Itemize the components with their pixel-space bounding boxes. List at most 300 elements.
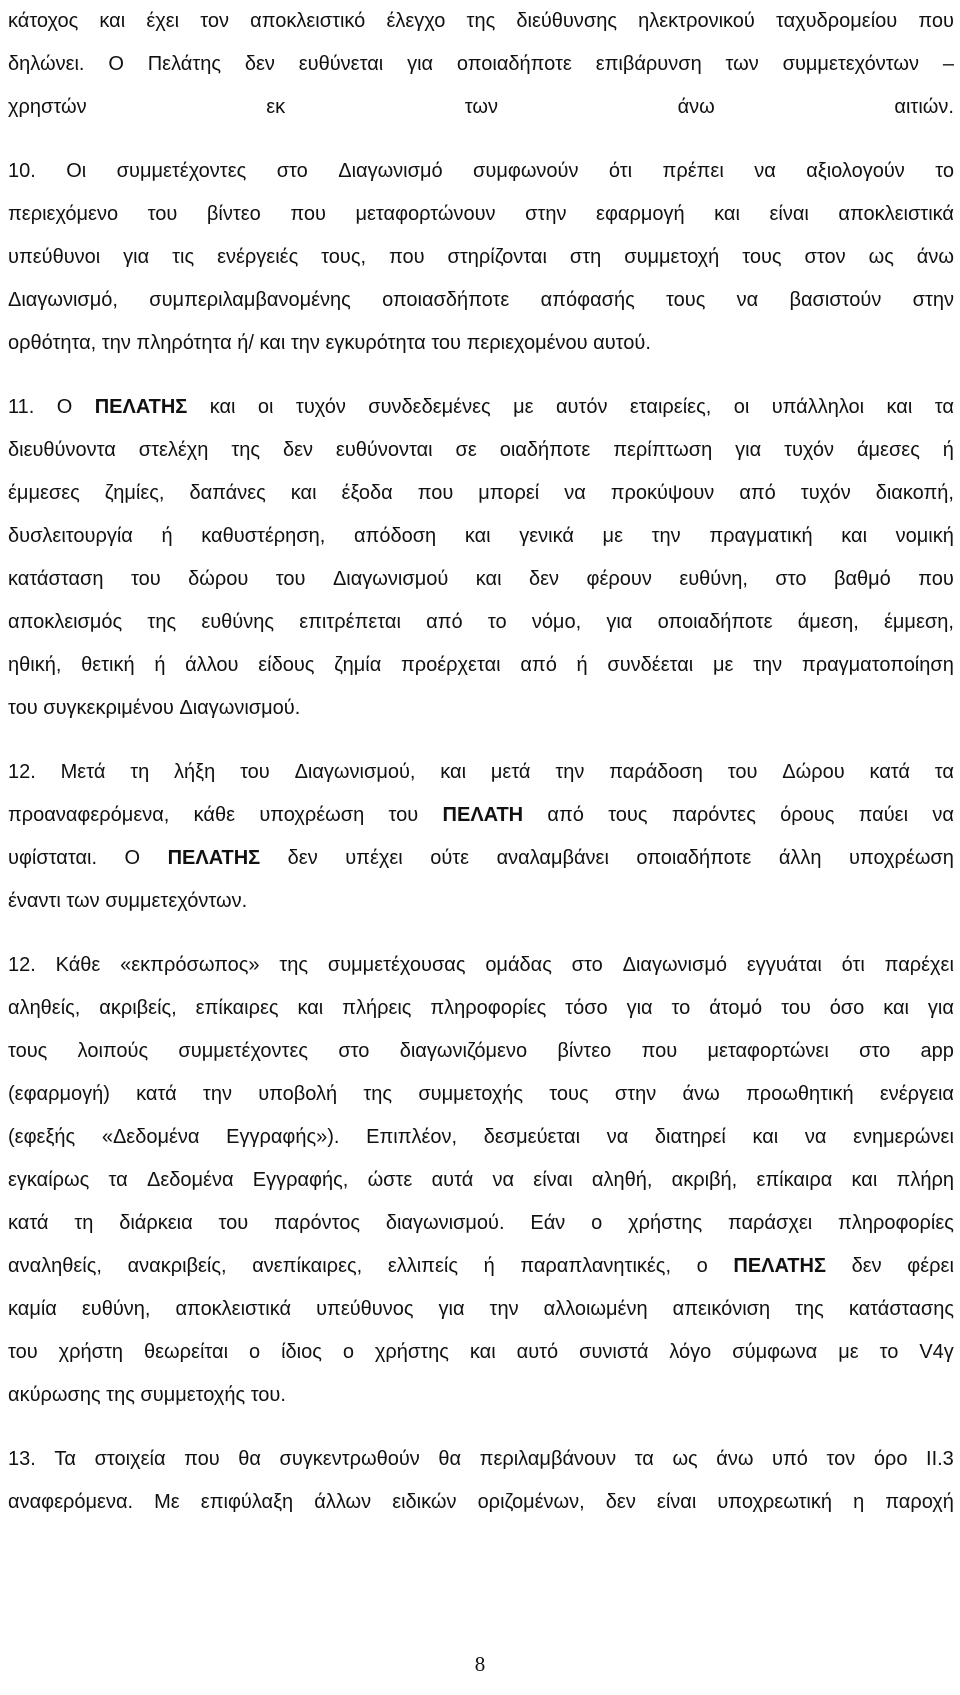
word: άμεση,	[797, 611, 859, 633]
word: στην	[912, 289, 954, 311]
word: από	[520, 654, 557, 676]
word: του	[275, 568, 306, 590]
word: με	[712, 654, 734, 676]
text-line	[8, 279, 954, 322]
text-line	[8, 751, 954, 794]
word: ότι	[608, 160, 633, 182]
text-line	[8, 1116, 954, 1159]
word: να	[736, 289, 759, 311]
word: καμία	[8, 1298, 57, 1320]
word: αποκλειστικά	[838, 203, 954, 225]
word: ο	[342, 1341, 354, 1363]
word: δεν	[287, 847, 318, 869]
word: άμεσες	[856, 439, 920, 461]
word: της	[466, 10, 496, 32]
word: συνιστά	[579, 1341, 649, 1363]
text-line	[8, 429, 954, 472]
word: οιαδήποτε	[499, 439, 591, 461]
word: πληροφορίες	[430, 997, 547, 1019]
word: ο	[248, 1341, 261, 1363]
word: διακοπή,	[875, 482, 954, 504]
word: ηθική,	[8, 654, 62, 676]
text-line	[8, 150, 954, 193]
word: είδους	[258, 654, 315, 676]
word: εγγυάται	[746, 954, 822, 976]
word: του	[130, 568, 161, 590]
word: αυτού.	[593, 332, 651, 354]
word: ενέργειές	[217, 246, 299, 268]
word: προαναφερόμενα,	[8, 804, 170, 826]
word: για	[606, 611, 633, 633]
word: και	[886, 396, 913, 418]
text-line	[8, 1481, 954, 1524]
word: αιτιών.	[894, 96, 954, 118]
word: ακριβείς,	[99, 997, 177, 1019]
word: ακριβή,	[671, 1169, 738, 1191]
word: Διαγωνισμού	[332, 568, 449, 590]
word: απεικόνιση	[672, 1298, 771, 1320]
word: αυτά	[431, 1169, 474, 1191]
word: ή/	[237, 332, 254, 354]
word: «εκπρόσωπος»	[120, 954, 260, 976]
word: ειδικών	[392, 1491, 457, 1513]
word: του	[781, 997, 811, 1019]
word: που	[184, 1448, 220, 1470]
word: 12.	[8, 954, 36, 976]
text-line	[8, 1159, 954, 1202]
word: να	[606, 1126, 629, 1148]
word: της	[279, 954, 309, 976]
word: την	[290, 332, 320, 354]
word: ευθύνεται	[298, 53, 384, 75]
word: οι	[733, 396, 750, 418]
text-line	[8, 944, 954, 987]
word: βίντεο	[206, 203, 261, 225]
word: είναι	[656, 1491, 697, 1513]
word: από	[739, 482, 776, 504]
word: του	[8, 697, 38, 719]
word: τα	[634, 1448, 654, 1470]
word: θεωρείται	[144, 1341, 229, 1363]
word: τη	[74, 1212, 94, 1234]
word: διάρκεια	[119, 1212, 193, 1234]
word: συγκεκριμένου	[43, 697, 174, 719]
word: άλλη	[778, 847, 822, 869]
word: ευθύνη,	[679, 568, 748, 590]
text-line	[8, 1438, 954, 1481]
word: Εάν	[530, 1212, 566, 1234]
word: μετά	[490, 761, 531, 783]
word: παρόντος	[274, 1212, 360, 1234]
word: ελλιπείς	[387, 1255, 458, 1277]
word: υποβολή	[258, 1083, 338, 1105]
word: περιεχομένου	[466, 332, 588, 354]
word: για	[438, 1298, 465, 1320]
word: την	[202, 1083, 232, 1105]
word: και	[290, 482, 317, 504]
word: υπάλληλοι	[771, 396, 865, 418]
word: ότι	[841, 954, 865, 976]
text-line	[8, 987, 954, 1030]
word: του	[727, 761, 758, 783]
text-line	[8, 1288, 954, 1331]
word: ως	[672, 1448, 698, 1470]
word: Διαγωνισμό,	[8, 289, 118, 311]
word: μεταφορτώνει	[707, 1040, 829, 1062]
word: μπορεί	[478, 482, 540, 504]
word: Μετά	[60, 761, 106, 783]
word: οποιαδήποτε	[657, 611, 773, 633]
word: ή	[161, 525, 173, 547]
word: εγκυρότητα	[325, 332, 426, 354]
text-line	[8, 43, 954, 86]
word: έμμεσες	[8, 482, 80, 504]
text-line	[8, 601, 954, 644]
word: Διαγωνισμού,	[294, 761, 416, 783]
word: 13.	[8, 1448, 36, 1470]
word: οριζομένων,	[477, 1491, 585, 1513]
word: χρήστη	[58, 1341, 124, 1363]
word: ορθότητα,	[8, 332, 97, 354]
bold-word: ΠΕΛΑΤΗΣ	[94, 396, 188, 418]
word: χρήστης	[628, 1212, 703, 1234]
word: –	[942, 53, 954, 75]
word: να	[564, 482, 586, 504]
word: τους	[666, 289, 706, 311]
word: θετική	[81, 654, 135, 676]
word: ούτε	[430, 847, 470, 869]
text-line	[8, 1331, 954, 1374]
word: και	[883, 997, 909, 1019]
word: παύει	[858, 804, 909, 826]
word: άλλων	[314, 1491, 372, 1513]
word: περίπτωση	[613, 439, 713, 461]
text-line	[8, 644, 954, 687]
word: άτομό	[709, 997, 763, 1019]
word: να	[804, 1126, 827, 1148]
word: περιλαμβάνουν	[479, 1448, 617, 1470]
word: Οι	[66, 160, 87, 182]
word: άνω	[716, 1448, 754, 1470]
word: λήξη	[174, 761, 216, 783]
word: έμμεση,	[883, 611, 954, 633]
word: τυχόν	[784, 439, 835, 461]
word: έχει	[146, 10, 180, 32]
word: άνω	[916, 246, 954, 268]
word: αυτό	[516, 1341, 559, 1363]
word: ευθύνη,	[81, 1298, 151, 1320]
word: εφαρμογή	[596, 203, 685, 225]
word: την	[651, 525, 681, 547]
word: βασιστούν	[789, 289, 882, 311]
word: Ο	[56, 396, 73, 418]
word: ο	[696, 1255, 708, 1277]
word: διατηρεί	[654, 1126, 726, 1148]
word: υποχρεωτική	[717, 1491, 832, 1513]
word: στο	[276, 160, 308, 182]
word: τους	[742, 246, 782, 268]
word: όσο	[829, 997, 865, 1019]
word: των	[725, 53, 759, 75]
word: το	[487, 611, 507, 633]
word: αληθείς,	[8, 997, 81, 1019]
word: στην	[614, 1083, 657, 1105]
word: ή	[576, 654, 588, 676]
word: τα	[934, 396, 954, 418]
word: όρους	[780, 804, 835, 826]
word: τους	[608, 804, 648, 826]
word: (εφεξής	[8, 1126, 76, 1148]
word: της	[106, 1384, 135, 1406]
word: Εγγραφής»).	[226, 1126, 340, 1148]
word: νόμο,	[531, 611, 582, 633]
word: πραγματοποίηση	[801, 654, 954, 676]
word: Πελάτης	[147, 53, 222, 75]
word: υπό	[772, 1448, 808, 1470]
word: λόγο	[669, 1341, 712, 1363]
word: ανεπίκαιρες,	[252, 1255, 363, 1277]
word: ζημία	[334, 654, 382, 676]
word: ίδιος	[281, 1341, 322, 1363]
word: περιεχόμενο	[8, 203, 119, 225]
word: στο	[859, 1040, 891, 1062]
word: δεσμεύεται	[483, 1126, 581, 1148]
word: να	[932, 804, 954, 826]
word: τον	[826, 1448, 856, 1470]
word: τη	[130, 761, 150, 783]
word: πρέπει	[662, 160, 724, 182]
word: οποιασδήποτε	[382, 289, 510, 311]
text-line	[8, 86, 954, 129]
word: συγκεντρωθούν	[279, 1448, 420, 1470]
page-number: 8	[474, 1652, 486, 1676]
word: να	[754, 160, 776, 182]
word: του	[388, 804, 419, 826]
word: δεν	[282, 439, 313, 461]
word: του.	[250, 1384, 286, 1406]
word: που	[388, 246, 425, 268]
word: καθυστέρηση,	[201, 525, 326, 547]
word: δεν	[851, 1255, 882, 1277]
word: οποιαδήποτε	[456, 53, 572, 75]
word: και	[464, 525, 491, 547]
text-line	[8, 322, 954, 365]
word: του	[147, 203, 178, 225]
word: είναι	[769, 203, 809, 225]
word: σύμφωνα	[732, 1341, 818, 1363]
word: το	[879, 1341, 899, 1363]
word: προέρχεται	[400, 654, 501, 676]
word: πλήρεις	[342, 997, 412, 1019]
text-line	[8, 515, 954, 558]
word: συμμετοχής	[140, 1384, 246, 1406]
word: διαγωνιζόμενο	[399, 1040, 528, 1062]
word: συμμετέχουσας	[327, 954, 466, 976]
word: (εφαρμογή)	[8, 1083, 110, 1105]
bold-word: ΠΕΛΑΤΗΣ	[733, 1255, 826, 1277]
word: κατά	[869, 761, 910, 783]
word: Επιπλέον,	[366, 1126, 458, 1148]
word: εγκαίρως	[8, 1169, 90, 1191]
word: τυχόν	[800, 482, 851, 504]
word: ομάδας	[485, 954, 552, 976]
word: στελέχη	[138, 439, 209, 461]
word: που	[641, 1040, 678, 1062]
word: στην	[525, 203, 567, 225]
word: να	[492, 1169, 515, 1191]
word: στο	[571, 954, 603, 976]
word: ενέργεια	[879, 1083, 954, 1105]
word: απόδοση	[353, 525, 437, 547]
word: app	[920, 1040, 954, 1062]
bold-word: ΠΕΛΑΤΗ	[442, 804, 524, 826]
word: για	[626, 997, 653, 1019]
word: επίκαιρες	[195, 997, 279, 1019]
word: αληθή,	[591, 1169, 653, 1191]
text-line	[8, 1030, 954, 1073]
word: συνδεδεμένες	[368, 396, 491, 418]
word: οποιαδήποτε	[636, 847, 752, 869]
word: χρήστης	[374, 1341, 449, 1363]
word: Τα	[54, 1448, 76, 1470]
word: κάθε	[193, 804, 236, 826]
word: τα	[108, 1169, 128, 1191]
word: συμπεριλαμβανομένης	[149, 289, 351, 311]
word: του	[431, 332, 461, 354]
word: αναληθείς,	[8, 1255, 102, 1277]
word: για	[407, 53, 434, 75]
word: θα	[238, 1448, 261, 1470]
word: των	[464, 96, 498, 118]
word: παρόντες	[671, 804, 756, 826]
text-line	[8, 386, 954, 429]
word: V4γ	[919, 1341, 954, 1363]
word: για	[123, 246, 150, 268]
word: σε	[455, 439, 477, 461]
word: δεν	[244, 53, 275, 75]
word: όρο	[873, 1448, 908, 1470]
word: το	[935, 160, 954, 182]
word: φέρουν	[586, 568, 652, 590]
word: Κάθε	[55, 954, 101, 976]
word: διευθύνοντα	[8, 439, 116, 461]
text-line	[8, 1073, 954, 1116]
word: συμμετέχοντες	[116, 160, 247, 182]
word: με	[602, 525, 623, 547]
word: Δεδομένα	[146, 1169, 234, 1191]
word: δυσλειτουργία	[8, 525, 133, 547]
word: έναντι	[8, 890, 61, 912]
word: βίντεο	[557, 1040, 612, 1062]
word: άνω	[682, 1083, 720, 1105]
text-line	[8, 687, 954, 730]
word: εκ	[266, 96, 286, 118]
word: μεταφορτώνουν	[355, 203, 496, 225]
word: την	[101, 332, 131, 354]
word: ηλεκτρονικού	[638, 10, 755, 32]
word: αυτόν	[555, 396, 608, 418]
word: ως	[868, 246, 894, 268]
word: τους	[8, 1040, 48, 1062]
text-line	[8, 837, 954, 880]
word: Διαγωνισμό	[338, 160, 443, 182]
word: χρηστών	[8, 96, 87, 118]
text-line	[8, 472, 954, 515]
word: υπεύθυνος	[316, 1298, 414, 1320]
word: πλήρη	[896, 1169, 954, 1191]
word: στοιχεία	[94, 1448, 166, 1470]
text-line	[8, 193, 954, 236]
word: και	[714, 203, 740, 225]
word: πληροφορίες	[838, 1212, 954, 1234]
word: που	[918, 10, 954, 32]
word: συμμετέχοντες	[178, 1040, 309, 1062]
word: επιβάρυνση	[595, 53, 702, 75]
word: για	[735, 439, 762, 461]
word: της	[795, 1298, 824, 1320]
word: στο	[338, 1040, 370, 1062]
word: με	[513, 396, 534, 418]
word: πληρότητα	[136, 332, 232, 354]
text-line	[8, 880, 954, 923]
word: αξιολογούν	[806, 160, 905, 182]
word: 12.	[8, 761, 36, 783]
word: ευθύνης	[201, 611, 274, 633]
word: συνδέεται	[607, 654, 694, 676]
word: απόφασής	[540, 289, 635, 311]
word: ενημερώνει	[853, 1126, 954, 1148]
word: από	[426, 611, 463, 633]
word: από	[547, 804, 584, 826]
word: της	[147, 611, 177, 633]
word: ΙΙ.3	[926, 1448, 954, 1470]
word: ζημίες,	[104, 482, 165, 504]
word: και	[297, 997, 324, 1019]
word: στηρίζονται	[447, 246, 547, 268]
word: την	[489, 1298, 519, 1320]
word: Ο	[124, 847, 141, 869]
word: ή	[154, 654, 166, 676]
word: επίκαιρα	[756, 1169, 833, 1191]
word: έξοδα	[341, 482, 393, 504]
text-line	[8, 1374, 954, 1417]
word: γενικά	[519, 525, 574, 547]
word: ταχυδρομείου	[776, 10, 898, 32]
word: τις	[172, 246, 195, 268]
word: νομική	[895, 525, 954, 547]
word: παρέχει	[884, 954, 954, 976]
word: ώστε	[367, 1169, 413, 1191]
word: κατάσταση	[8, 568, 104, 590]
word: αναλαμβάνει	[496, 847, 609, 869]
word: 10.	[8, 160, 36, 182]
word: και	[851, 1169, 878, 1191]
word: δαπάνες	[189, 482, 266, 504]
word: για	[927, 997, 954, 1019]
word: υποχρέωση	[848, 847, 954, 869]
word: και	[841, 525, 868, 547]
word: στο	[775, 568, 807, 590]
text-line	[8, 558, 954, 601]
text-line	[8, 1202, 954, 1245]
word: «Δεδομένα	[101, 1126, 200, 1148]
word: παροχή	[885, 1491, 954, 1513]
word: Ο	[108, 53, 124, 75]
word: δώρου	[188, 568, 249, 590]
word: παράσχει	[727, 1212, 813, 1234]
word: συμμετεχόντων	[782, 53, 920, 75]
word: διαγωνισμού.	[385, 1212, 505, 1234]
